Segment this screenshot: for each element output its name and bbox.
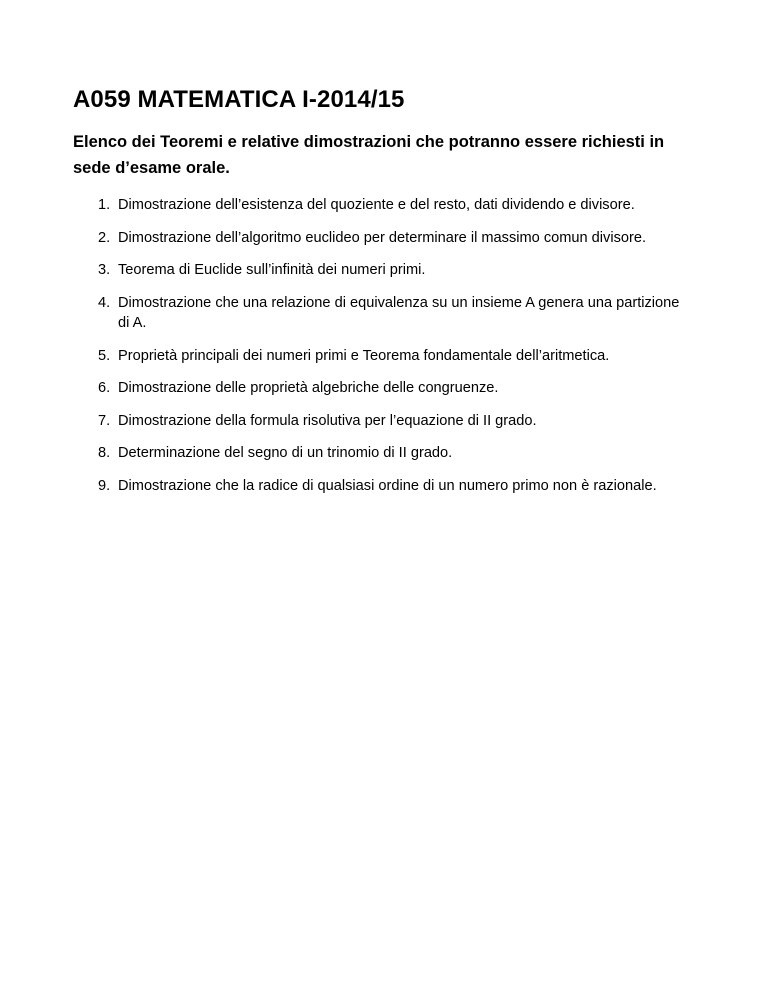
list-item-text: Proprietà principali dei numeri primi e Teorema fondamentale dell’aritmetica. <box>118 347 610 364</box>
list-item <box>73 293 693 334</box>
list-item-text: Dimostrazione che una relazione di equivalenza su un insieme A genera una partizione di A. <box>118 294 680 331</box>
list-item-number: 8. <box>98 445 111 461</box>
list-item-text: Teorema di Euclide sull’infinità dei numeri primi. <box>118 262 426 278</box>
list-item <box>73 411 693 432</box>
list-item-number: 3. <box>98 262 111 278</box>
list-item <box>73 378 693 399</box>
list-item <box>73 476 693 497</box>
document-subtitle: Elenco dei Teoremi e relative dimostrazioni che potranno essere richiesti in sede d’esame orale. <box>73 133 665 177</box>
list-item-number: 4. <box>98 294 111 311</box>
list-item <box>73 228 693 249</box>
list-item <box>73 346 693 367</box>
list-item <box>73 260 693 281</box>
list-item-number: 6. <box>98 380 111 396</box>
list-item-number: 2. <box>98 229 111 246</box>
list-item <box>73 443 693 464</box>
list-item-number: 7. <box>98 412 111 429</box>
list-item-text: Dimostrazione della formula risolutiva per l’equazione di II grado. <box>118 412 537 429</box>
list-item-text: Dimostrazione dell’esistenza del quoziente e del resto, dati dividendo e divisore. <box>118 197 635 213</box>
list-item-number: 5. <box>98 347 111 364</box>
list-item-number: 1. <box>98 197 111 213</box>
list-item-text: Dimostrazione che la radice di qualsiasi ordine di un numero primo non è razionale. <box>118 477 657 494</box>
list-item-number: 9. <box>98 477 111 494</box>
list-item <box>73 195 693 216</box>
list-item-text: Dimostrazione delle proprietà algebriche delle congruenze. <box>118 380 499 396</box>
theorem-list <box>73 195 693 496</box>
list-item-text: Dimostrazione dell’algoritmo euclideo per determinare il massimo comun divisore. <box>118 229 647 246</box>
page-title: A059 MATEMATICA I-2014/15 <box>73 86 405 113</box>
list-item-text: Determinazione del segno di un trinomio di II grado. <box>118 445 453 461</box>
